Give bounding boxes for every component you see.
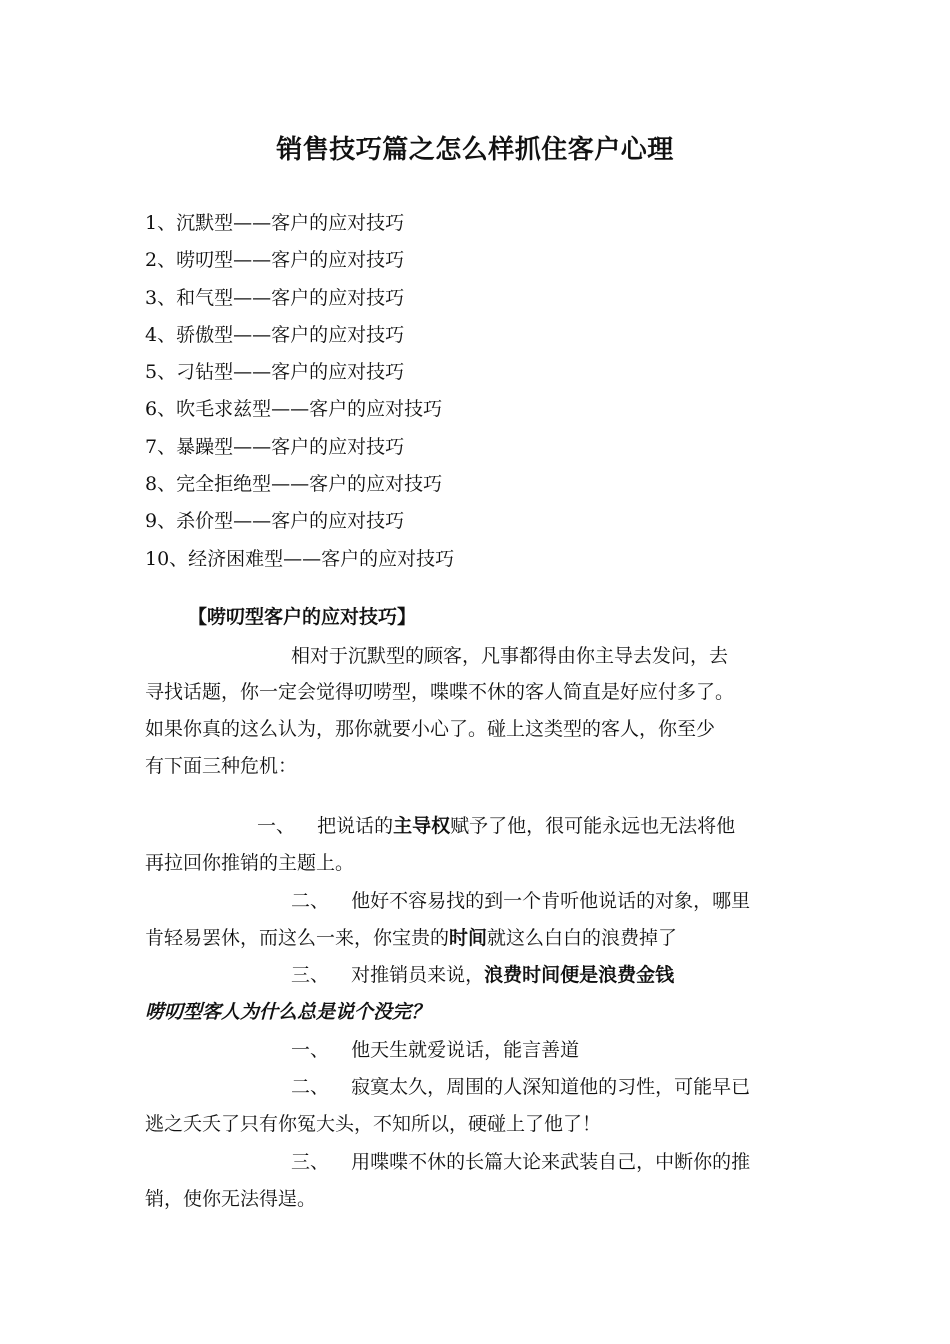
crisis-text: 赋予了他，很可能永远也无法将他	[450, 815, 736, 837]
toc-item: 4、骄傲型——客户的应对技巧	[145, 323, 405, 346]
crisis-emphasis: 浪费时间便是浪费金钱	[484, 964, 675, 986]
why-number: 一、	[291, 1039, 330, 1061]
toc-item: 5、刁钻型——客户的应对技巧	[145, 361, 405, 384]
why-heading: 唠叨型客人为什么总是说个没完？	[145, 1001, 431, 1023]
why-item-2-continued: 逃之夭夭了只有你冤大头，不知所以，硬碰上了他了！	[145, 1113, 602, 1135]
crisis-number: 二、	[291, 890, 330, 912]
why-text: 寂寞太久，周围的人深知道他的习性，可能早已	[351, 1076, 751, 1098]
document-title: 销售技巧篇之怎么样抓住客户心理	[276, 135, 674, 165]
toc-item: 6、吹毛求兹型——客户的应对技巧	[145, 398, 443, 421]
crisis-text: 他好不容易找的到一个肯听他说话的对象，哪里	[351, 890, 751, 912]
toc-item: 7、暴躁型——客户的应对技巧	[145, 435, 405, 458]
toc-item: 10、经济困难型——客户的应对技巧	[145, 547, 455, 570]
why-item-3	[291, 1147, 750, 1177]
why-number: 二、	[291, 1076, 330, 1098]
crisis-number: 一、	[257, 815, 296, 837]
crisis-emphasis: 时间	[449, 927, 488, 949]
crisis-text: 就这么白白的浪费掉了	[487, 927, 678, 949]
toc-item: 3、和气型——客户的应对技巧	[145, 286, 405, 309]
why-item-3-continued: 销，使你无法得逞。	[145, 1188, 317, 1210]
crisis-item-2-continued	[145, 923, 677, 953]
crisis-text: 肯轻易罢休，而这么一来，你宝贵的	[145, 927, 450, 949]
intro-line: 如果你真的这么认为，那你就要小心了。碰上这类型的客人，你至少	[145, 718, 716, 740]
crisis-item-3	[291, 960, 674, 990]
crisis-item-2	[291, 886, 750, 916]
intro-line: 有下面三种危机：	[145, 755, 298, 777]
toc-item: 8、完全拒绝型——客户的应对技巧	[145, 473, 443, 496]
crisis-item-1-continued: 再拉回你推销的主题上。	[145, 852, 355, 874]
section-heading: 【唠叨型客户的应对技巧】	[188, 606, 417, 628]
crisis-text: 对推销员来说，	[351, 964, 485, 986]
why-text: 用喋喋不休的长篇大论来武装自己，中断你的推	[351, 1151, 751, 1173]
crisis-emphasis: 主导权	[393, 815, 451, 837]
why-item-2	[291, 1072, 750, 1102]
why-text: 他天生就爱说话，能言善道	[351, 1039, 580, 1061]
toc-item: 2、唠叨型——客户的应对技巧	[145, 249, 405, 272]
crisis-text: 把说话的	[317, 815, 394, 837]
toc-item: 1、沉默型——客户的应对技巧	[145, 212, 405, 234]
why-item-1	[291, 1035, 579, 1065]
why-number: 三、	[291, 1151, 330, 1173]
intro-line: 寻找话题，你一定会觉得叨唠型，喋喋不休的客人简直是好应付多了。	[145, 681, 735, 703]
crisis-number: 三、	[291, 964, 330, 986]
toc-item: 9、杀价型——客户的应对技巧	[145, 510, 405, 533]
table-of-contents	[145, 205, 454, 578]
crisis-item-1	[257, 811, 735, 841]
intro-line: 相对于沉默型的顾客，凡事都得由你主导去发问，去	[291, 645, 729, 667]
